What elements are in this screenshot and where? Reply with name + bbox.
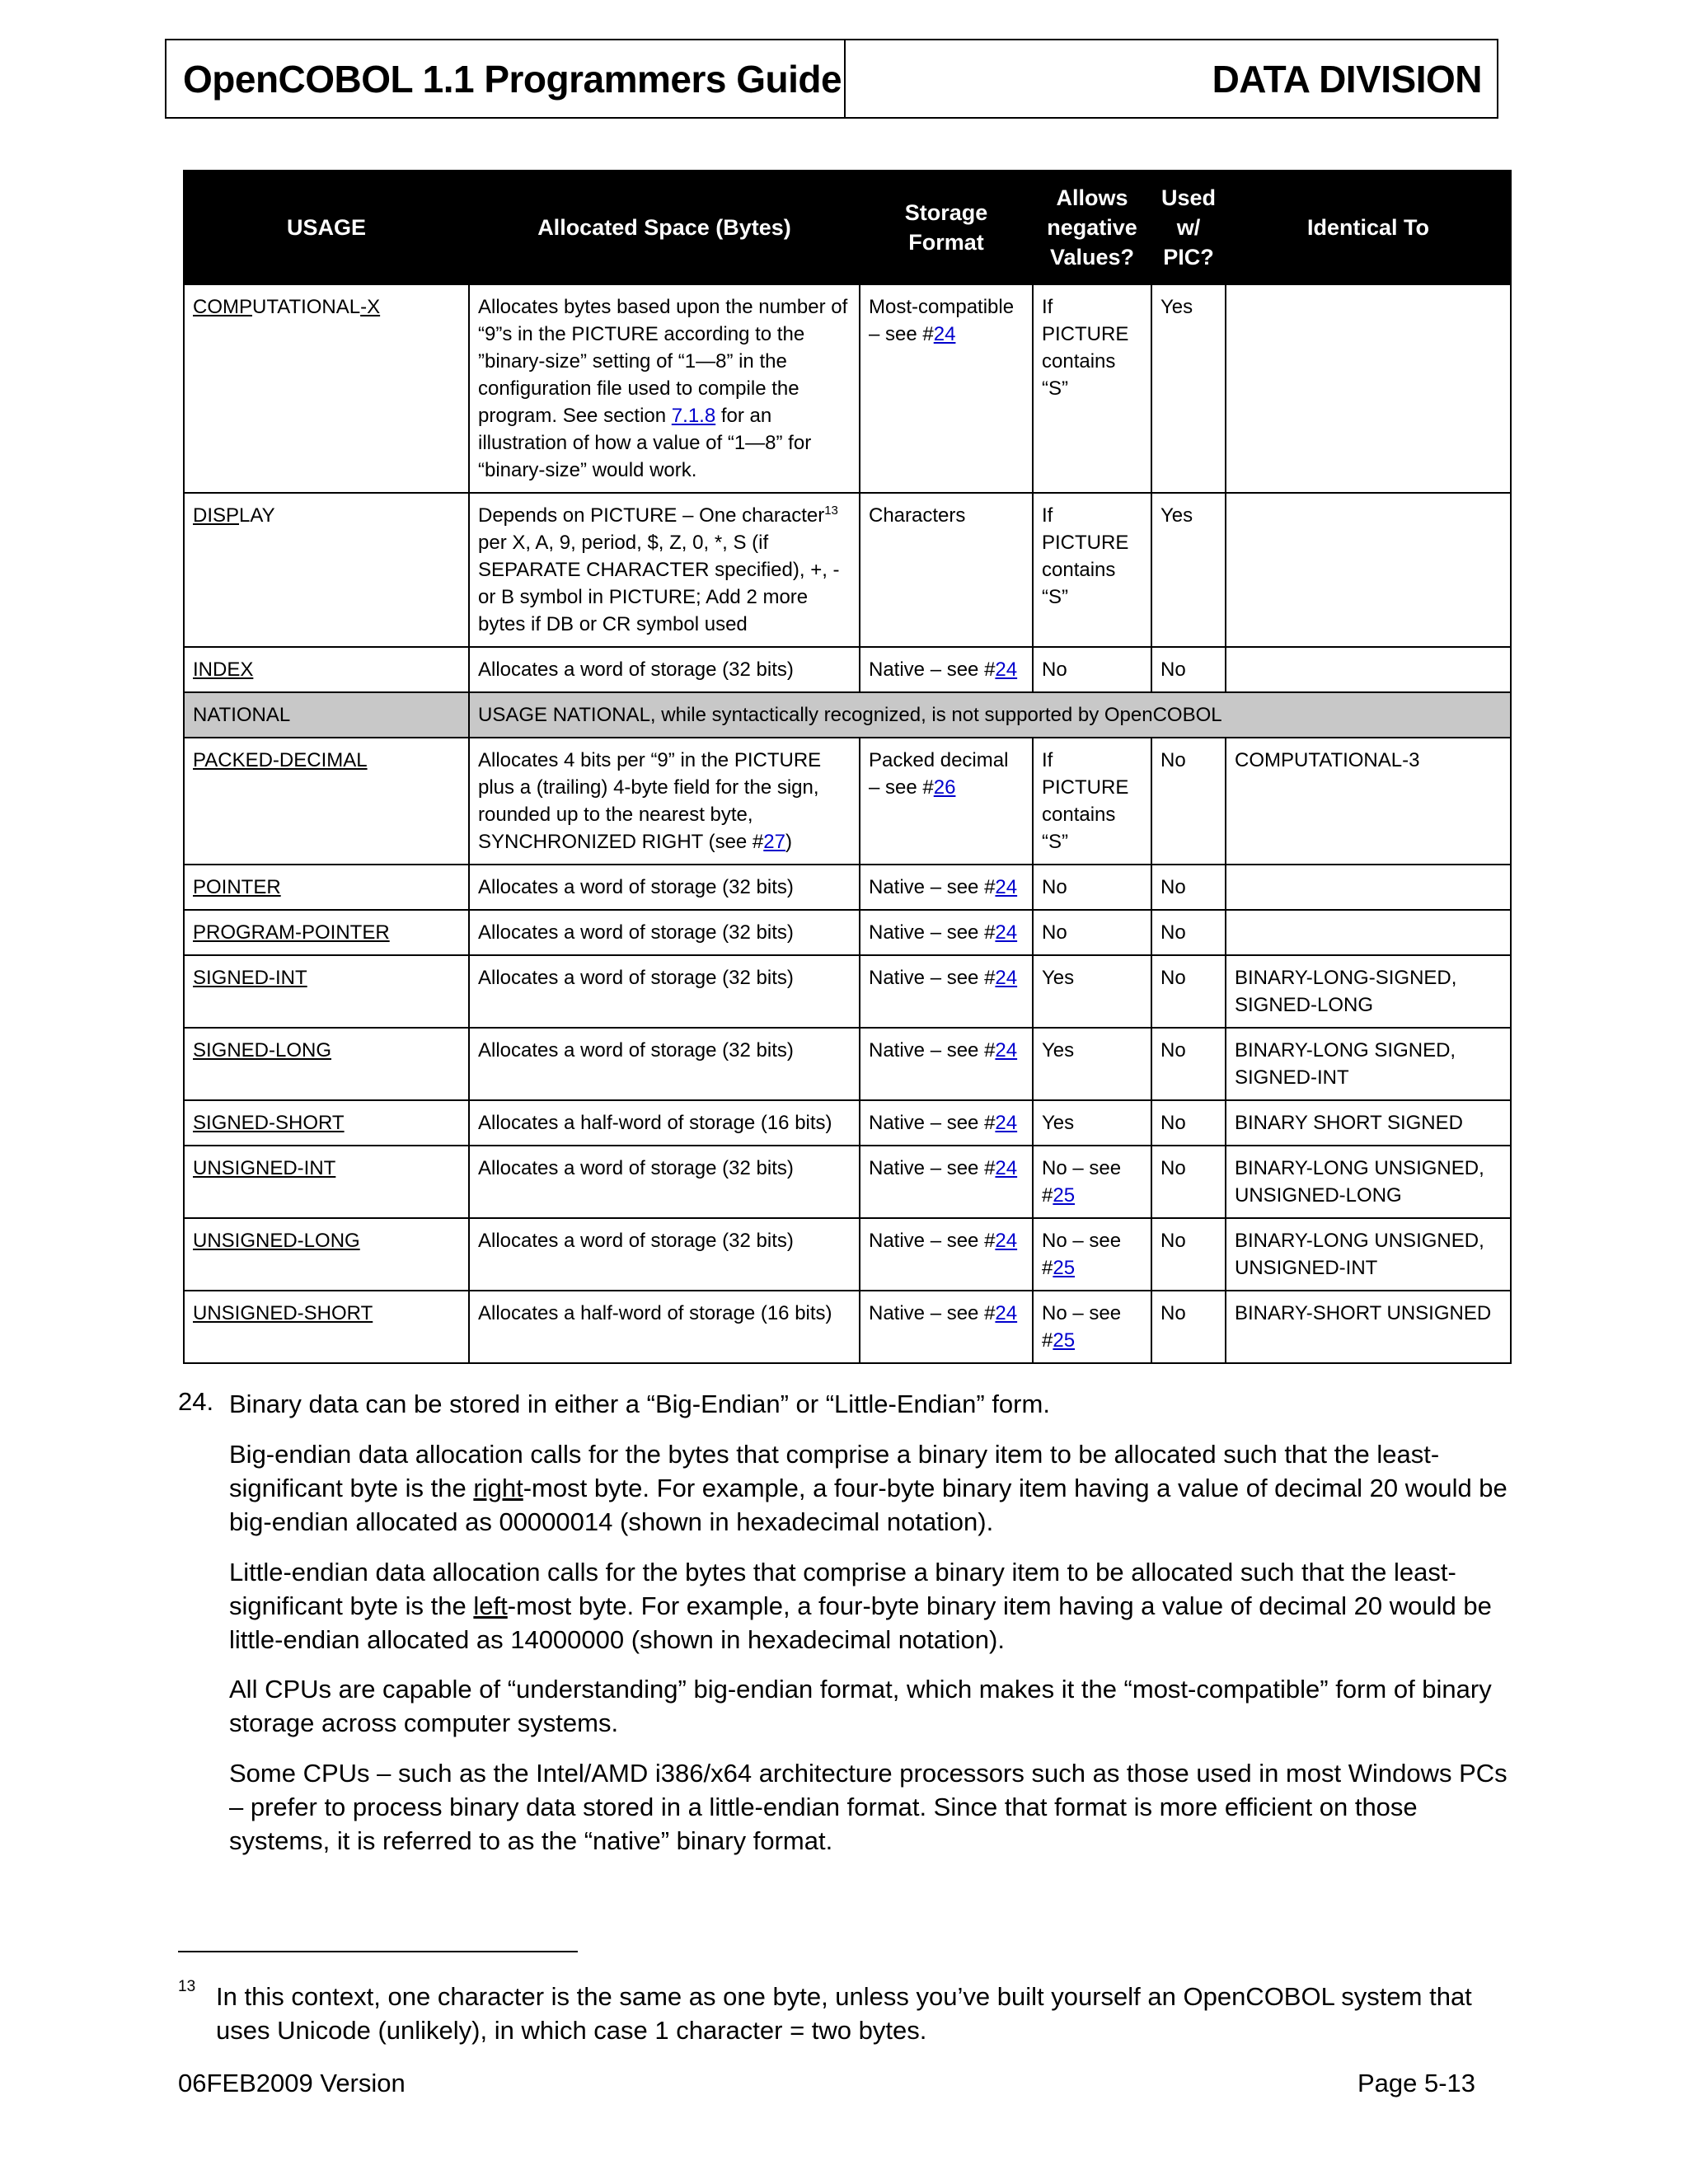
note-link[interactable]: 24: [995, 1302, 1018, 1324]
table-row: [184, 910, 1511, 955]
note-link[interactable]: 24: [995, 921, 1018, 944]
usage-cell: INDEX: [184, 647, 469, 692]
negative-cell: If PICTURE contains “S”: [1033, 284, 1151, 493]
table-header-row: [184, 171, 1511, 284]
note-link[interactable]: 25: [1053, 1329, 1076, 1352]
usage-cell: PROGRAM-POINTER: [184, 910, 469, 955]
space-cell: Allocates bytes based upon the number of “9”s in the PICTURE according to the ”binary-size” setting of “1—8” in the configuration file used to compile the program. See section 7.1.8 for an illustration of how a value of “1—8” for “binary-size” would work.: [469, 284, 860, 493]
storage-cell: Native – see #24: [860, 1291, 1033, 1363]
negative-cell: No: [1033, 910, 1151, 955]
space-cell: Allocates a word of storage (32 bits): [469, 1146, 860, 1218]
identical-cell: BINARY-LONG UNSIGNED, UNSIGNED-LONG: [1226, 1146, 1511, 1218]
paragraph-native: Some CPUs – such as the Intel/AMD i386/x64 architecture processors such as those used in most Windows PCs – prefer to process binary data stored in a little-endian format. Since that format is more efficient on those systems, it is referred to as the “native” binary format.: [229, 1759, 1507, 1855]
storage-cell: Most-compatible – see #24: [860, 284, 1033, 493]
identical-cell: [1226, 910, 1511, 955]
negative-cell: No: [1033, 647, 1151, 692]
space-cell: Allocates 4 bits per “9” in the PICTURE plus a (trailing) 4-byte field for the sign, rounded up to the nearest byte, SYNCHRONIZED RIGHT (see #27): [469, 738, 860, 865]
usage-cell: PACKED-DECIMAL: [184, 738, 469, 865]
note-link[interactable]: 24: [995, 1112, 1018, 1134]
negative-cell: No: [1033, 865, 1151, 910]
note-link[interactable]: 24: [995, 967, 1018, 989]
pic-cell: No: [1151, 647, 1226, 692]
space-cell: Allocates a half-word of storage (16 bits): [469, 1100, 860, 1146]
table-row: [184, 1218, 1511, 1291]
identical-cell: BINARY-SHORT UNSIGNED: [1226, 1291, 1511, 1363]
identical-cell: [1226, 865, 1511, 910]
storage-cell: Native – see #24: [860, 955, 1033, 1028]
col-header-allows-negative: Allows negative Values?: [1033, 171, 1151, 284]
identical-cell: [1226, 493, 1511, 647]
col-header-allocated-space: Allocated Space (Bytes): [469, 171, 860, 284]
pic-cell: No: [1151, 738, 1226, 865]
usage-cell: UNSIGNED-LONG: [184, 1218, 469, 1291]
usage-cell: UNSIGNED-INT: [184, 1146, 469, 1218]
col-header-storage-format: Storage Format: [860, 171, 1033, 284]
col-header-usage: USAGE: [184, 171, 469, 284]
table-row: [184, 1100, 1511, 1146]
section-title: DATA DIVISION: [1212, 57, 1482, 101]
footer-page-number: Page 5-13: [1357, 2069, 1475, 2097]
pic-cell: No: [1151, 1100, 1226, 1146]
national-note-cell: USAGE NATIONAL, while syntactically recognized, is not supported by OpenCOBOL: [469, 692, 1511, 738]
negative-cell: Yes: [1033, 1028, 1151, 1100]
storage-cell: Native – see #24: [860, 910, 1033, 955]
footnote-text: In this context, one character is the same as one byte, unless you’ve built yourself an OpenCOBOL system that uses Unicode (unlikely), in which case 1 character = two bytes.: [216, 1982, 1472, 2045]
usage-cell: SIGNED-INT: [184, 955, 469, 1028]
negative-cell: No – see #25: [1033, 1146, 1151, 1218]
col-header-identical-to: Identical To: [1226, 171, 1511, 284]
table-row: [184, 493, 1511, 647]
identical-cell: BINARY-LONG UNSIGNED, UNSIGNED-INT: [1226, 1218, 1511, 1291]
identical-cell: COMPUTATIONAL-3: [1226, 738, 1511, 865]
identical-cell: [1226, 284, 1511, 493]
usage-cell: SIGNED-LONG: [184, 1028, 469, 1100]
note-link[interactable]: 25: [1053, 1184, 1076, 1207]
storage-cell: Packed decimal – see #26: [860, 738, 1033, 865]
negative-cell: Yes: [1033, 955, 1151, 1028]
guide-title: OpenCOBOL 1.1 Programmers Guide: [166, 40, 846, 117]
usage-cell: POINTER: [184, 865, 469, 910]
negative-cell: No – see #25: [1033, 1218, 1151, 1291]
usage-cell: UNSIGNED-SHORT: [184, 1291, 469, 1363]
note-link[interactable]: 25: [1053, 1257, 1076, 1279]
negative-cell: If PICTURE contains “S”: [1033, 738, 1151, 865]
pic-cell: No: [1151, 1218, 1226, 1291]
footnote-number: 13: [178, 1978, 196, 1995]
col-header-used-with-pic: Used w/ PIC?: [1151, 171, 1226, 284]
storage-cell: Characters: [860, 493, 1033, 647]
pic-cell: Yes: [1151, 284, 1226, 493]
list-item-number: 24.: [178, 1387, 214, 1416]
storage-cell: Native – see #24: [860, 1146, 1033, 1218]
pic-cell: No: [1151, 955, 1226, 1028]
usage-cell: SIGNED-SHORT: [184, 1100, 469, 1146]
table-row: [184, 1146, 1511, 1218]
table-row: [184, 1028, 1511, 1100]
table-row: [184, 738, 1511, 865]
table-row: [184, 1291, 1511, 1363]
negative-cell: Yes: [1033, 1100, 1151, 1146]
footnote-divider: [178, 1951, 578, 1952]
space-cell: Allocates a word of storage (32 bits): [469, 1218, 860, 1291]
pic-cell: No: [1151, 1028, 1226, 1100]
negative-cell: No – see #25: [1033, 1291, 1151, 1363]
note-link[interactable]: 27: [763, 831, 785, 853]
usage-table: [183, 170, 1512, 1364]
paragraph-compatibility: All CPUs are capable of “understanding” big-endian format, which makes it the “most-compatible” form of binary storage across computer systems.: [229, 1675, 1492, 1737]
table-row: [184, 284, 1511, 493]
note-link[interactable]: 24: [933, 323, 956, 345]
pic-cell: No: [1151, 910, 1226, 955]
note-link[interactable]: 24: [995, 876, 1018, 898]
table-row: [184, 692, 1511, 738]
space-cell: Allocates a word of storage (32 bits): [469, 865, 860, 910]
pic-cell: No: [1151, 1146, 1226, 1218]
storage-cell: Native – see #24: [860, 647, 1033, 692]
identical-cell: BINARY-LONG SIGNED, SIGNED-INT: [1226, 1028, 1511, 1100]
pic-cell: Yes: [1151, 493, 1226, 647]
space-cell: Allocates a word of storage (32 bits): [469, 910, 860, 955]
identical-cell: [1226, 647, 1511, 692]
note-link[interactable]: 24: [995, 1157, 1018, 1179]
usage-cell: NATIONAL: [184, 692, 469, 738]
identical-cell: BINARY SHORT SIGNED: [1226, 1100, 1511, 1146]
space-cell: Allocates a half-word of storage (16 bits): [469, 1291, 860, 1363]
paragraph-little-endian: Little-endian data allocation calls for the bytes that comprise a binary item to be allocated such that the least-significant byte is the left-most byte. For example, a four-byte binary item having a value of decimal 20 would be little-endian allocated as 14000000 (shown in hexadecimal notation).: [229, 1558, 1492, 1654]
table-row: [184, 647, 1511, 692]
table-row: [184, 865, 1511, 910]
section-link[interactable]: 7.1.8: [671, 405, 716, 427]
storage-cell: Native – see #24: [860, 865, 1033, 910]
usage-cell: COMPUTATIONAL-X: [184, 284, 469, 493]
note-link[interactable]: 24: [995, 658, 1018, 681]
note-link[interactable]: 24: [995, 1039, 1018, 1062]
paragraph-big-endian: Big-endian data allocation calls for the bytes that comprise a binary item to be allocated such that the least-significant byte is the right-most byte. For example, a four-byte binary item having a value of decimal 20 would be big-endian allocated as 00000014 (shown in hexadecimal notation).: [229, 1440, 1507, 1536]
storage-cell: Native – see #24: [860, 1100, 1033, 1146]
space-cell: Depends on PICTURE – One character$^{13}$ per X, A, 9, period, $, Z, 0, *, S (if SEPARATE CHARACTER specified), +, - or B symbol in PICTURE; Add 2 more bytes if DB or CR symbol used: [469, 493, 860, 647]
usage-cell: DISPLAY: [184, 493, 469, 647]
paragraph-intro: Binary data can be stored in either a “Big-Endian” or “Little-Endian” form.: [229, 1390, 1050, 1418]
storage-cell: Native – see #24: [860, 1028, 1033, 1100]
note-link[interactable]: 24: [995, 1230, 1018, 1252]
table-row: [184, 955, 1511, 1028]
space-cell: Allocates a word of storage (32 bits): [469, 647, 860, 692]
footer-version: 06FEB2009 Version: [178, 2069, 406, 2097]
identical-cell: BINARY-LONG-SIGNED, SIGNED-LONG: [1226, 955, 1511, 1028]
pic-cell: No: [1151, 1291, 1226, 1363]
space-cell: Allocates a word of storage (32 bits): [469, 955, 860, 1028]
footnote-ref[interactable]: 13: [824, 504, 838, 518]
negative-cell: If PICTURE contains “S”: [1033, 493, 1151, 647]
page-header: [165, 39, 1498, 119]
space-cell: Allocates a word of storage (32 bits): [469, 1028, 860, 1100]
note-link[interactable]: 26: [933, 776, 956, 799]
storage-cell: Native – see #24: [860, 1218, 1033, 1291]
pic-cell: No: [1151, 865, 1226, 910]
